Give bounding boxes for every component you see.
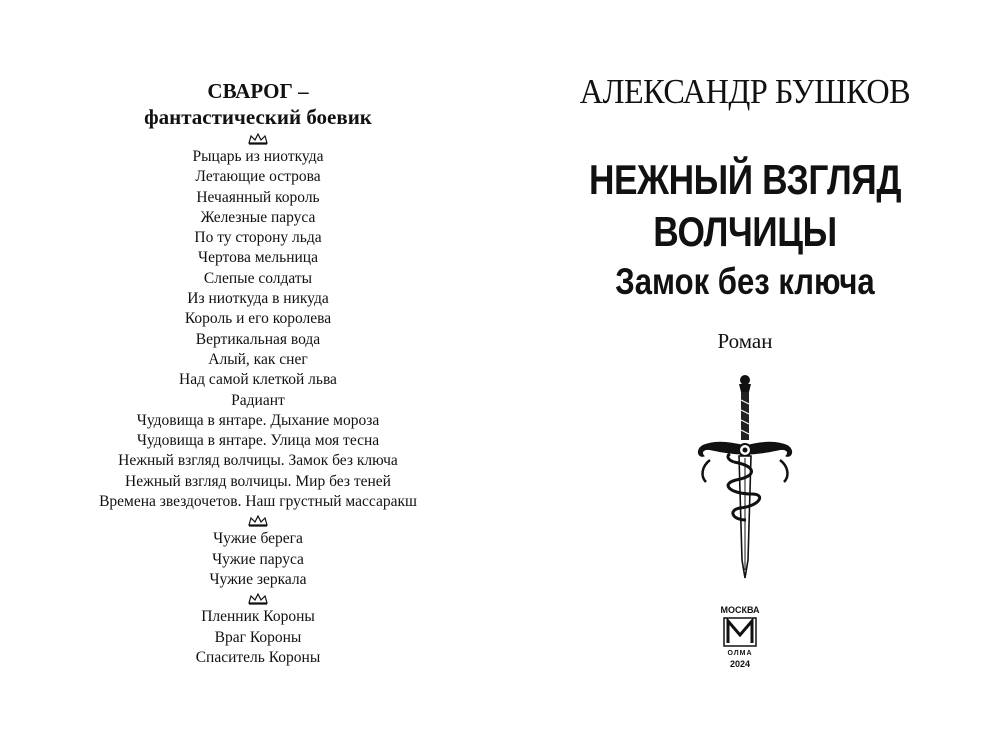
book-list-item: Радиант bbox=[231, 391, 285, 409]
book-list-item: Над самой клеткой льва bbox=[179, 371, 337, 389]
book-title-line1: НЕЖНЫЙ ВЗГЛЯД bbox=[588, 156, 902, 203]
book-list-item: Нежный взгляд волчицы. Замок без ключа bbox=[118, 452, 398, 470]
series-title-line1: СВАРОГ – bbox=[207, 79, 309, 103]
book-list-group3 bbox=[80, 607, 436, 668]
book-list-item: Король и его королева bbox=[184, 310, 332, 328]
book-list-item: Спаситель Короны bbox=[195, 648, 321, 666]
book-title-line2: ВОЛЧИЦЫ bbox=[653, 208, 837, 255]
book-list-item: Чудовища в янтаре. Дыхание мороза bbox=[136, 411, 380, 429]
author-name: АЛЕКСАНДР БУШКОВ bbox=[579, 72, 911, 111]
book-list-item: Чужие паруса bbox=[212, 550, 304, 568]
right-page bbox=[525, 70, 965, 585]
book-list-group1 bbox=[80, 147, 436, 512]
book-list-item: Пленник Короны bbox=[201, 608, 315, 626]
book-list-item: Летающие острова bbox=[195, 168, 321, 186]
publisher-city: МОСКВА bbox=[720, 605, 760, 615]
publisher-year: 2024 bbox=[729, 659, 751, 669]
crown-icon bbox=[247, 515, 269, 527]
book-list-item: Чертова мельница bbox=[198, 249, 318, 267]
book-list-item: Враг Короны bbox=[214, 628, 302, 646]
left-page bbox=[80, 78, 436, 668]
book-list-group2 bbox=[80, 529, 436, 590]
book-list-item: Чужие берега bbox=[213, 530, 303, 548]
book-list-item: Чужие зеркала bbox=[209, 570, 307, 588]
book-list-item: Слепые солдаты bbox=[203, 269, 313, 287]
book-list-item: Рыцарь из ниоткуда bbox=[192, 148, 324, 165]
publisher-logo-text: ОЛМА bbox=[727, 650, 753, 657]
crown-icon bbox=[247, 593, 269, 605]
book-list-item: Чудовища в янтаре. Улица моя тесна bbox=[136, 432, 380, 450]
book-list-item: Из ниоткуда в никуда bbox=[187, 290, 329, 308]
olma-m-logo-icon bbox=[723, 617, 757, 647]
book-list-item: Нежный взгляд волчицы. Мир без теней bbox=[125, 472, 391, 490]
series-title-line2: фантастический боевик bbox=[144, 105, 372, 129]
dagger-with-serpent-icon bbox=[690, 370, 800, 585]
book-subtitle: Замок без ключа bbox=[615, 261, 875, 302]
genre-label: Роман bbox=[717, 329, 773, 353]
book-list-item: Алый, как снег bbox=[208, 350, 308, 368]
crown-icon bbox=[247, 133, 269, 145]
book-list-item: Железные паруса bbox=[200, 208, 316, 226]
book-list-item: Нечаянный король bbox=[196, 188, 320, 206]
book-list-item: Вертикальная вода bbox=[195, 330, 321, 348]
publisher-block bbox=[710, 605, 770, 670]
book-list-item: Времена звездочетов. Наш грустный массаракш bbox=[99, 493, 417, 511]
book-list-item: По ту сторону льда bbox=[194, 229, 322, 247]
